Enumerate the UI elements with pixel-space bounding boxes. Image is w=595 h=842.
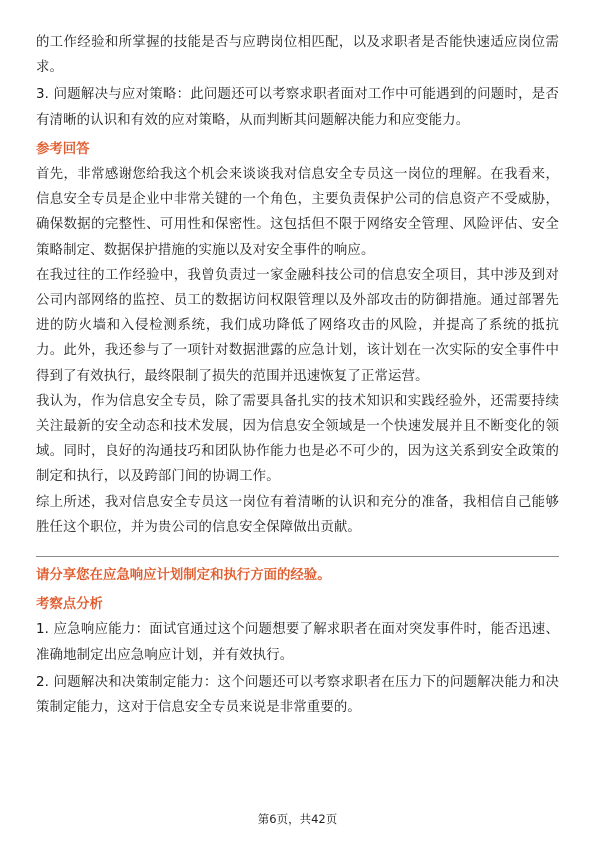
analysis-point-2: 2. 问题解决和决策制定能力：这个问题还可以考察求职者在压力下的问题解决能力和决策制定能力，这对于信息安全专员来说是非常重要的。	[36, 674, 559, 716]
analysis-point-1: 1. 应急响应能力：面试官通过这个问题想要了解求职者在面对突发事件时，能否迅速、准确地制定出应急响应计划，并有效执行。	[36, 622, 559, 663]
reference-answer-heading: 参考回答	[36, 141, 90, 157]
answer-paragraph-4: 综上所述，我对信息安全专员这一岗位有着清晰的认识和充分的准备，我相信自己能够胜任这个职位，并为贵公司的信息安全保障做出贡献。	[36, 494, 559, 535]
answer-paragraph-2: 在我过往的工作经验中，我曾负责过一家金融科技公司的信息安全项目，其中涉及到对公司内部网络的监控、员工的数据访问权限管理以及外部攻击的防御措施。通过部署先进的防火墙和入侵检测系统，我们成功降低了网络攻击的风险，并提高了系统的抵抗力。此外，我还参与了一项针对数据泄露的应急计划，该计划在一次实际的安全事件中得到了有效执行，最终限制了损失的范围并迅速恢复了正常运营。	[36, 267, 559, 384]
analysis-heading: 考察点分析	[36, 597, 103, 613]
continuation-paragraph: 的工作经验和所掌握的技能是否与应聘岗位相匹配，以及求职者是否能快速适应岗位需求。	[36, 35, 559, 76]
answer-paragraph-3: 我认为，作为信息安全专员，除了需要具备扎实的技术知识和实践经验外，还需要持续关注最新的安全动态和技术发展，因为信息安全领域是一个快速发展并且不断变化的领域。同时，良好的沟通技巧和团队协作能力也是必不可少的，因为这关系到安全政策的制定和执行，以及跨部门间的协调工作。	[36, 393, 559, 485]
interview-question: 请分享您在应急响应计划制定和执行方面的经验。	[36, 568, 331, 584]
section-divider	[36, 556, 559, 557]
analysis-point-3: 3. 问题解决与应对策略：此问题还可以考察求职者面对工作中可能遇到的问题时，是否有清晰的认识和有效的应对策略，从而判断其问题解决能力和应变能力。	[36, 87, 559, 128]
page-number: 第6页，共42页	[257, 812, 338, 826]
answer-paragraph-1: 首先，非常感谢您给我这个机会来谈谈我对信息安全专员这一岗位的理解。在我看来，信息安全专员是企业中非常关键的一个角色，主要负责保护公司的信息资产不受威胁，确保数据的完整性、可用性和保密性。这包括但不限于网络安全管理、风险评估、安全策略制定、数据保护措施的实施以及对安全事件的响应。	[36, 167, 559, 258]
document-page	[36, 30, 559, 720]
